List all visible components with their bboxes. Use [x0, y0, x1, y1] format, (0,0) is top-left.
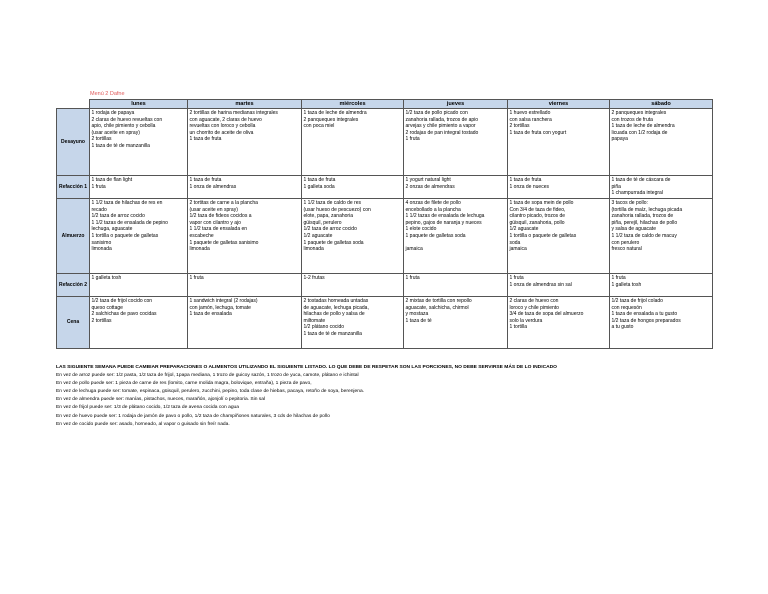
note-line: En vez de huevo puede ser: 1 rodaja de jamón de pavo o pollo, 1/2 taza de champiñones naturales, 3 cds de hilachas de pollo	[56, 413, 330, 419]
meal-cell	[610, 109, 713, 176]
meal-item: de aguacate, lechuga picada,	[303, 304, 369, 311]
meal-item: 2 panqueques integrales	[611, 110, 667, 116]
meal-item: cilantro picado, trozos de	[509, 213, 566, 220]
meal-cell	[302, 297, 404, 349]
meal-cell	[404, 176, 508, 199]
meal-cell	[188, 199, 302, 274]
meal-item: 2 claras de huevo con	[509, 298, 559, 304]
note-line: En vez de cocido puede ser: asado, horneado, al vapor o guisado sin freír nada.	[56, 421, 230, 427]
meal-item: 1 tortilla o paquete de galletas	[91, 232, 159, 239]
meal-item: 1 paquete de galletas soda	[303, 239, 364, 246]
note-line: En vez de pollo puede ser: 1 pieza de carne de res (lomito, carne molida magra, bolovique, entraña), 1 pieza de pavo,	[56, 381, 312, 387]
meal-cell	[508, 109, 610, 176]
note-line: En vez de arroz puede ser: 1/2 pasta, 1/2 taza de frijol, 1papa mediana, 1 trozo de guicoy sazón, 1 trozo de yuca, camote, plátano e ichintal	[56, 373, 359, 379]
meal-cell	[302, 109, 404, 176]
meal-item: limonada	[91, 246, 112, 253]
meal-item: 1 1/2 taza de caldo de res	[303, 200, 362, 206]
meal-item: 1 fruta	[189, 275, 204, 281]
meal-item: 2 panqueques integrales	[303, 116, 359, 123]
meal-item: un chorrito de aceite de oliva	[189, 129, 254, 136]
notes-heading: LAS SIGUIENTE SEMANA PUEDE CAMBIAR PREPARACIONES O ALIMENTOS UTILIZANDO EL SIGUIENTE LISTADO. LO QUE DEBE DE RESPETAR SON LAS PORCIONES, NO DEBE SERVIRSE MÁS DE LO INDICADO	[56, 365, 557, 370]
meal-item: y salsa de aguacate	[611, 226, 656, 233]
meal-item: licuada con 1/2 rodaja de	[611, 129, 668, 136]
meal-item: sanisimo	[91, 239, 112, 246]
meal-item: (usar hueso de pescuezo) con	[303, 206, 371, 213]
weekly-menu-table	[56, 99, 713, 349]
meal-item: limonada	[303, 246, 324, 253]
meal-item: 2 tostadas horneada untadas	[303, 298, 369, 304]
meal-item: 1 taza de sopa mein de pollo	[509, 200, 574, 206]
meal-item: 1 elote cocido	[405, 226, 437, 233]
meal-item: 1 1/2 tazas de ensalada de lechuga	[405, 213, 485, 220]
meal-item: 1 champurrada integral	[611, 190, 663, 197]
meal-item: 2 tortillas	[509, 123, 530, 130]
meal-item: con jamón, lechuga, tomate	[189, 304, 251, 311]
meal-item: vapor con cilantro y ajo	[189, 219, 241, 226]
meal-item: 1 onza de nueces	[509, 183, 549, 190]
meal-label: Desayuno	[57, 109, 90, 176]
day-header-row	[57, 100, 713, 109]
meal-cell	[508, 199, 610, 274]
meal-item: 1 onza de almendras sin sal	[509, 281, 572, 288]
meal-item: (usar aceite en spray)	[91, 129, 140, 136]
meal-label: Almuerzo	[57, 199, 90, 274]
day-header-jueves: jueves	[404, 100, 508, 109]
corner-cell	[57, 100, 90, 109]
meal-item: 1/2 taza de hongos preparados	[611, 317, 681, 324]
meal-cell	[188, 297, 302, 349]
meal-cell	[610, 176, 713, 199]
meal-item	[406, 240, 506, 247]
meal-row	[57, 176, 713, 199]
meal-cell	[610, 274, 713, 297]
meal-item: 1 fruta	[91, 183, 106, 190]
meal-cell	[404, 109, 508, 176]
meal-item: 1 onza de almendras	[189, 183, 237, 190]
meal-item: güisquil, zanahoria, pollo	[509, 219, 565, 226]
meal-item: 1 taza de leche de almendra	[611, 123, 675, 130]
meal-item: 1/2 taza de fideos cocidos a	[189, 213, 252, 220]
meal-item: 1 taza de té de cáscara de	[611, 177, 671, 183]
day-header-martes: martes	[188, 100, 302, 109]
meal-item: hilachas de pollo y salsa de	[303, 311, 365, 318]
meal-row	[57, 297, 713, 349]
meal-item: arvejas y chile pimiento a vapor	[405, 123, 476, 130]
meal-item: 1/2 taza de arroz cocido	[91, 213, 145, 220]
meal-item: (tortilla de maíz, lechuga picada	[611, 206, 683, 213]
meal-item: 3 tacos de pollo:	[611, 200, 648, 206]
meal-label: Refacción 2	[57, 274, 90, 297]
meal-item: piña	[611, 183, 621, 190]
meal-item: 1 1/2 tazas de ensalada de pepino	[91, 219, 168, 226]
meal-item: 1/2 aguacate	[509, 226, 539, 233]
meal-item: zanahoria rallada, trozos de apio	[405, 116, 479, 123]
meal-cell	[90, 274, 188, 297]
meal-cell	[302, 274, 404, 297]
meal-cell	[610, 297, 713, 349]
meal-item: 3/4 de taza de sopa del almuerzo	[509, 311, 584, 318]
meal-cell	[404, 297, 508, 349]
meal-item: miltomate	[303, 317, 326, 324]
meal-item: 1 taza de té	[405, 317, 432, 324]
meal-item: lechuga, aguacate	[91, 226, 133, 233]
meal-item: 1 taza de leche de almendra	[303, 110, 367, 116]
meal-item: con poca miel	[303, 123, 335, 130]
meal-row	[57, 199, 713, 274]
meal-item: 1-2 frutas	[303, 275, 325, 281]
meal-label: Refacción 1	[57, 176, 90, 199]
meal-item: 1 yogurt natural light	[405, 177, 451, 183]
meal-cell	[404, 274, 508, 297]
meal-item: elote, papa, zanahoria	[303, 213, 353, 220]
meal-cell	[508, 274, 610, 297]
meal-item: apio, chile pimiento y cebolla	[91, 123, 156, 130]
meal-item: 1 galleta tosh	[91, 275, 122, 281]
meal-item: 2 tortitas de carne a la plancha	[189, 200, 258, 206]
meal-item: 1 huevo estrellado	[509, 110, 551, 116]
meal-cell	[90, 109, 188, 176]
substitution-notes	[56, 364, 716, 429]
day-header-viernes: viernes	[508, 100, 610, 109]
meal-item: Con 3/4 de taza de fideo,	[509, 206, 566, 213]
meal-item: a tu gusto	[611, 324, 634, 331]
meal-item: 1 fruta	[405, 136, 420, 143]
meal-cell	[610, 199, 713, 274]
menu-title: Menú 2 Dafne	[90, 91, 125, 97]
meal-cell	[508, 176, 610, 199]
meal-item: y mostaza	[405, 311, 429, 318]
meal-item: 1 taza de té de manzanilla	[303, 330, 362, 337]
meal-item: 1 taza de fruta	[303, 177, 336, 183]
meal-item: con perulero	[611, 239, 640, 246]
meal-item: 2 rodajas de pan integral tostado	[405, 129, 479, 136]
meal-cell	[404, 199, 508, 274]
note-line: En vez de lechuga puede ser: tomate, espinaca, güisquil, perulero, zucchini, pepino, toda clase de hiebas, pacaya, retoño de soya, berenjena.	[56, 389, 365, 395]
meal-item: jamaica	[509, 246, 527, 253]
meal-cell	[90, 176, 188, 199]
meal-item: 1 taza de ensalada a tu gusto	[611, 311, 678, 318]
meal-item: 1 fruta	[405, 275, 420, 281]
meal-item: 2 claras de huevo revueltas con	[91, 116, 163, 123]
meal-cell	[90, 297, 188, 349]
meal-item: recado	[91, 206, 107, 213]
meal-item: 1/2 taza de arroz cocido	[303, 226, 357, 233]
meal-item: 1 taza de fruta	[509, 177, 542, 183]
meal-item: 2 mixtas de tortilla con repollo	[405, 298, 472, 304]
meal-item: 2 tortillas	[91, 136, 112, 143]
meal-item: con trozos de fruta	[611, 116, 653, 123]
meal-item: zanahoria rallada, trozos de	[611, 213, 674, 220]
meal-item: 1 1/2 taza de caldo de macuy	[611, 232, 677, 239]
meal-item: (usar aceite en spray)	[189, 206, 238, 213]
meal-item: güisquil, perulero	[303, 219, 342, 226]
meal-item: con salsa ranchera	[509, 116, 552, 123]
meal-item: 1 fruta	[509, 275, 524, 281]
meal-item: 1 tortilla o paquete de galletas	[509, 232, 577, 239]
meal-item: loroco y chile pimiento	[509, 304, 559, 311]
meal-cell	[188, 109, 302, 176]
meal-item: encebollado a la plancha	[405, 206, 461, 213]
meal-item: soda	[509, 239, 521, 246]
meal-item: 1 sandwich integral (2 rodajas)	[189, 298, 258, 304]
meal-item: 1 1/2 taza de hilachas de res en	[91, 200, 163, 206]
meal-item: solo la verdura	[509, 317, 543, 324]
meal-item: 1/2 taza de frijol colado	[611, 298, 663, 304]
meal-item: 2 tortillas	[91, 317, 112, 324]
meal-item: revueltas con loroco y cebolla	[189, 123, 256, 130]
meal-item: 1 taza de ensalada	[189, 311, 232, 318]
meal-cell	[508, 297, 610, 349]
meal-item: escabeche	[189, 232, 214, 239]
meal-item: 1 paquete de galletas soda	[405, 232, 466, 239]
meal-item: 1 tortilla	[509, 324, 528, 331]
meal-item: 1/2 plátano cocido	[303, 324, 345, 331]
note-line: En vez de frijol puede ser: 1/3 de plátano cocido, 1/2 taza de avena cocida con agua	[56, 405, 239, 411]
meal-item: 4 onzas de filete de pollo	[405, 200, 461, 206]
meal-item: 1 galleta soda	[303, 183, 335, 190]
note-line: En vez de almendra puede ser: manías, pistachos, nueces, marañón, ajonjolí o pepitoria. Sin sal	[56, 397, 266, 403]
day-header-lunes: lunes	[90, 100, 188, 109]
meal-item: papaya	[611, 136, 628, 143]
meal-item: 1 taza de fruta	[189, 177, 222, 183]
meal-item: 1 taza de fruta	[189, 136, 222, 143]
meal-item: 2 salchichas de pavo cocidas	[91, 311, 157, 318]
meal-item: 1 taza de té de manzanilla	[91, 142, 150, 149]
meal-cell	[90, 199, 188, 274]
meal-item: aguacate, salchicha, chirmol	[405, 304, 469, 311]
meal-item: 1/2 taza de frijol cocido con	[91, 298, 153, 304]
meal-item: jamaica	[405, 246, 423, 253]
meal-item: 1 1/2 taza de ensalada en	[189, 226, 248, 233]
meal-item: con aguacate, 2 claras de huevo	[189, 116, 262, 123]
meal-item: 1 fruta	[611, 275, 626, 281]
meal-cell	[188, 176, 302, 199]
meal-cell	[302, 176, 404, 199]
meal-item: 1 rodaja de papaya	[91, 110, 135, 116]
meal-cell	[302, 199, 404, 274]
meal-row	[57, 274, 713, 297]
meal-item: 1 galleta tosh	[611, 281, 642, 288]
meal-item: 1/2 aguacate	[303, 232, 333, 239]
meal-label: Cena	[57, 297, 90, 349]
meal-item: 1 paquete de galletas sanisimo	[189, 239, 259, 246]
meal-item: piña, perejil, hilachas de pollo	[611, 219, 678, 226]
meal-cell	[188, 274, 302, 297]
meal-item: fresco natural	[611, 246, 642, 253]
meal-item: limonada	[189, 246, 210, 253]
meal-item: 2 tortillas de harina medianas integrales	[189, 110, 278, 116]
meal-item: 2 onzas de almendras	[405, 183, 455, 190]
meal-item: 1 taza de flan light	[91, 177, 133, 183]
meal-item: 1 taza de fruta con yogurt	[509, 129, 567, 136]
day-header-miercoles: miércoles	[302, 100, 404, 109]
meal-item: pepino, gajos de naranja y nueces	[405, 219, 482, 226]
day-header-sabado: sábado	[610, 100, 713, 109]
meal-item: queso cottage	[91, 304, 123, 311]
meal-row	[57, 109, 713, 176]
meal-item: 1/2 taza de pollo picado con	[405, 110, 468, 116]
meal-item: con requesón	[611, 304, 642, 311]
